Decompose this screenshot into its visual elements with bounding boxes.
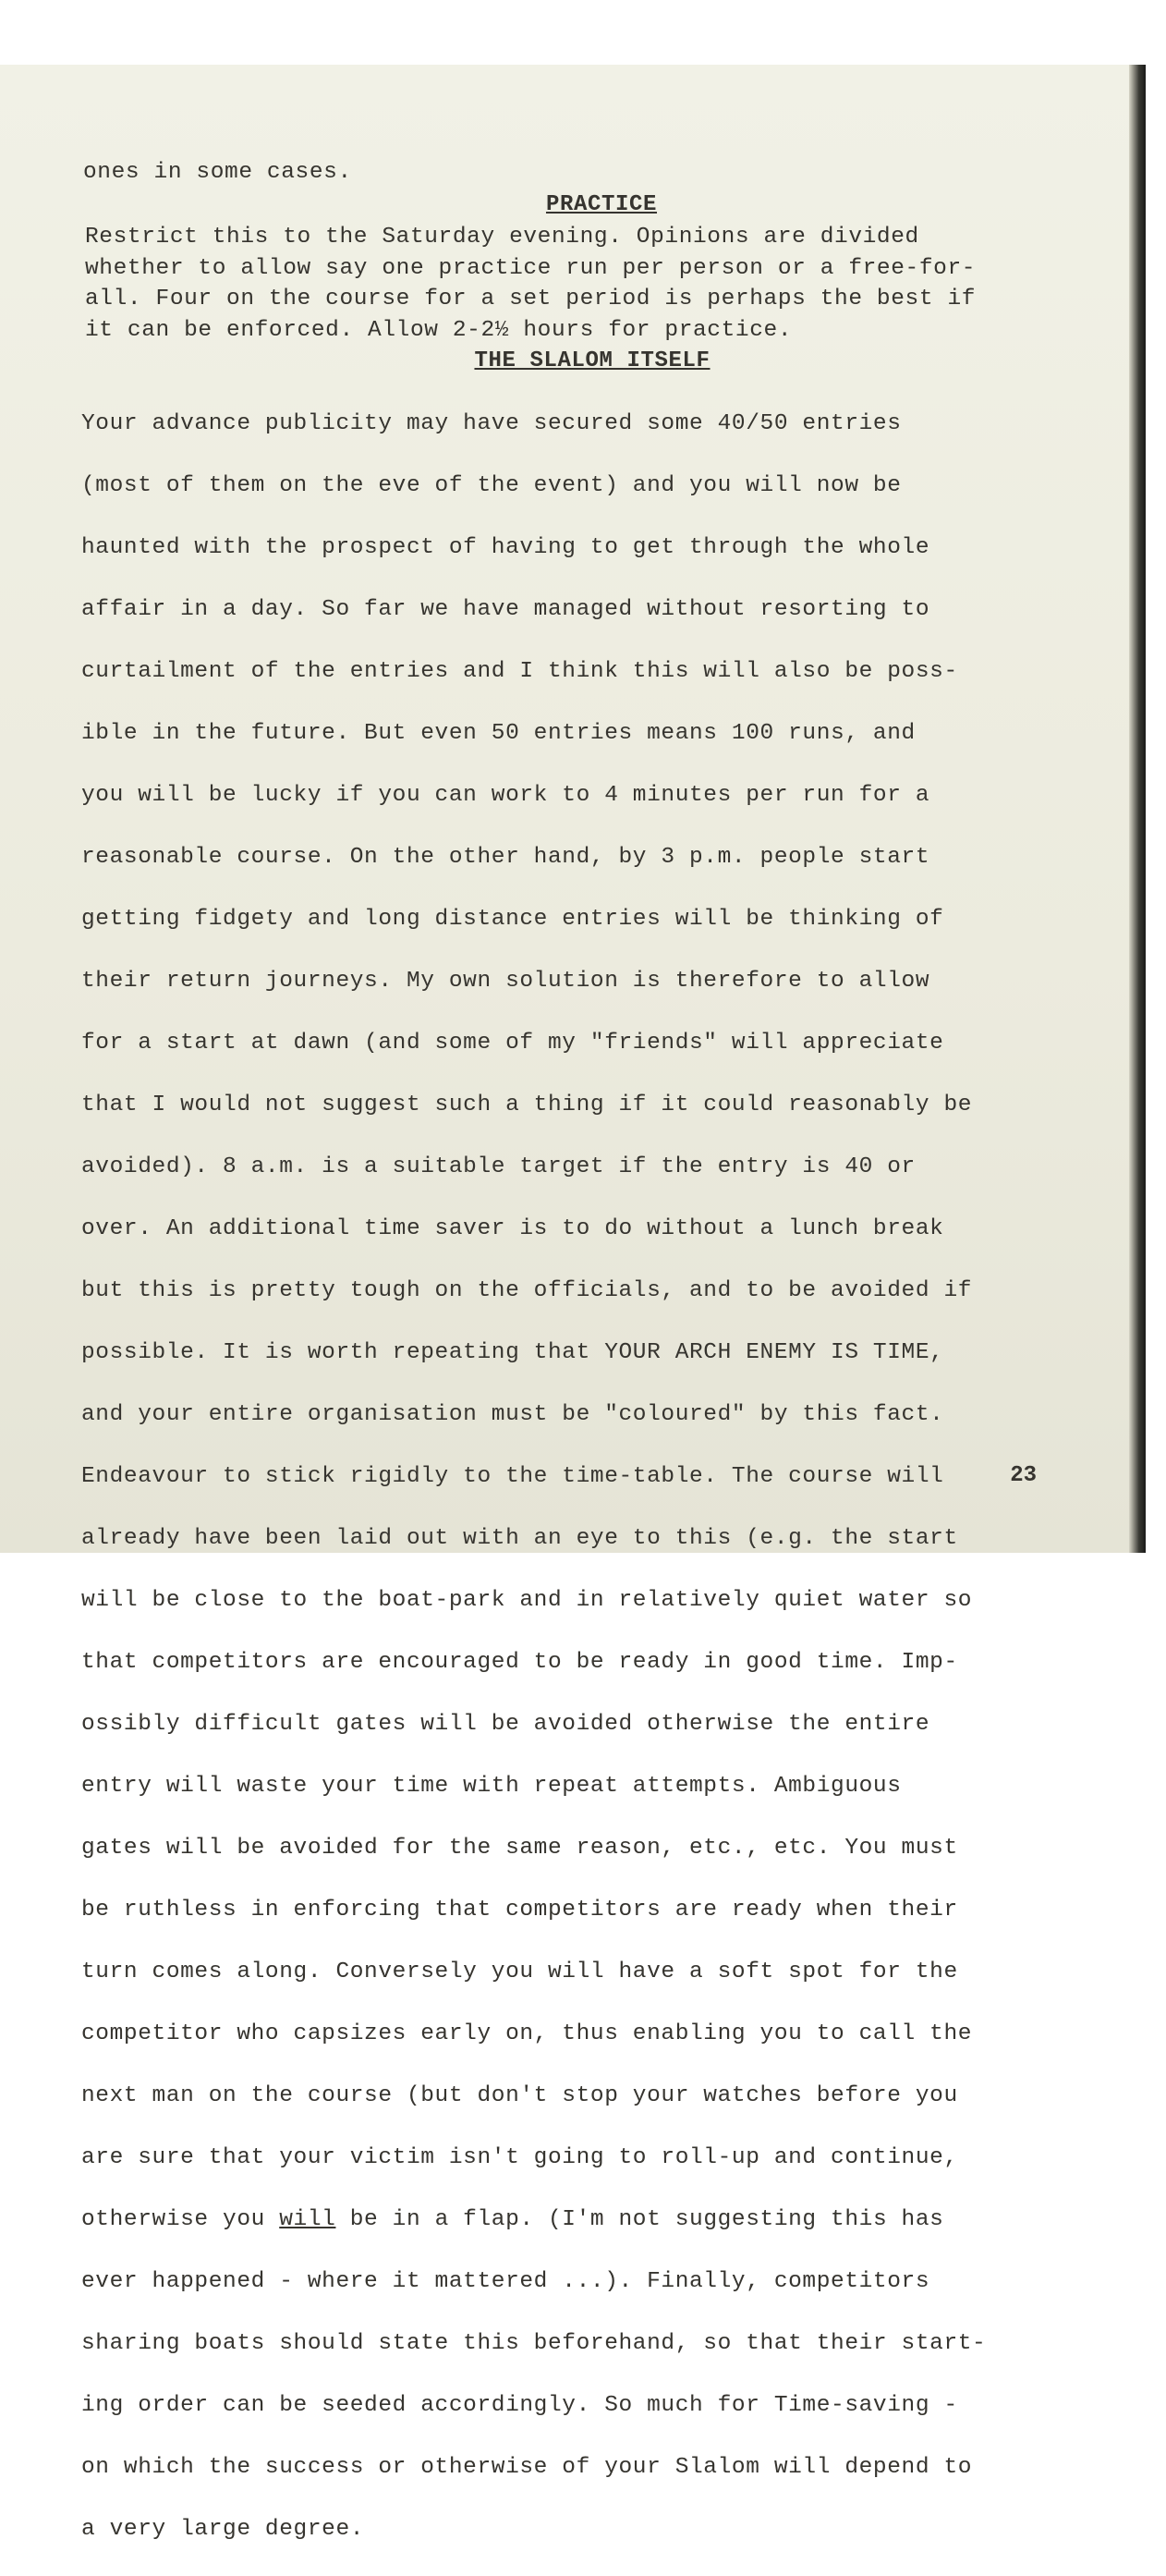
text-line: next man on the course (but don't stop your watches before you [81, 2082, 958, 2108]
text-line: haunted with the prospect of having to get through the whole [81, 534, 930, 560]
text-line: Your advance publicity may have secured some 40/50 entries [81, 410, 902, 436]
book-spine-edge [1129, 65, 1146, 1553]
text-line: be ruthless in enforcing that competitors are ready when their [81, 1897, 958, 1923]
text-line: ing order can be seeded accordingly. So much for Time-saving - [81, 2392, 958, 2418]
text-line: already have been laid out with an eye to this (e.g. the start [81, 1525, 958, 1551]
text-line: and your entire organisation must be "coloured" by this fact. [81, 1401, 944, 1427]
text-line: on which the success or otherwise of your Slalom will depend to [81, 2454, 973, 2480]
text-line: will be close to the boat-park and in relatively quiet water so [81, 1587, 973, 1613]
text-line: turn comes along. Conversely you will have a soft spot for the [81, 1959, 958, 1984]
text-line: for a start at dawn (and some of my "friends" will appreciate [81, 1030, 944, 1056]
text-line: competitor who capsizes early on, thus enabling you to call the [81, 2021, 973, 2046]
text-line: that competitors are encouraged to be ready in good time. Imp- [81, 1649, 958, 1675]
text-line: you will be lucky if you can work to 4 minutes per run for a [81, 782, 930, 808]
text-line: affair in a day. So far we have managed without resorting to [81, 596, 930, 622]
text-line: getting fidgety and long distance entries will be thinking of [81, 906, 944, 932]
page-number: 23 [1010, 1463, 1037, 1488]
text-line-flap [81, 2204, 1061, 2236]
text-line: are sure that your victim isn't going to roll-up and continue, [81, 2144, 958, 2170]
text-line: ever happened - where it mattered ...). Finally, competitors [81, 2268, 930, 2294]
text-line: curtailment of the entries and I think this will also be poss- [81, 658, 958, 684]
text-line: sharing boats should state this beforehand, so that their start- [81, 2330, 987, 2356]
underlined-word: will [279, 2206, 336, 2232]
text-line: but this is pretty tough on the officials, and to be avoided if [81, 1277, 973, 1303]
text-line: Endeavour to stick rigidly to the time-table. The course will [81, 1463, 944, 1489]
text-line: gates will be avoided for the same reason, etc., etc. You must [81, 1835, 958, 1861]
text-line: a very large degree. [81, 2516, 365, 2542]
heading-practice: PRACTICE [545, 192, 658, 217]
text-line: that I would not suggest such a thing if it could reasonably be [81, 1092, 973, 1117]
text-line: entry will waste your time with repeat attempts. Ambiguous [81, 1773, 902, 1799]
lead-line: ones in some cases. [83, 160, 352, 185]
text-line: (most of them on the eve of the event) and you will now be [81, 472, 902, 498]
text-line: ible in the future. But even 50 entries means 100 runs, and [81, 720, 916, 746]
flap-after: be in a flap. (I'm not suggesting this has [335, 2206, 944, 2232]
flap-before: otherwise you [81, 2206, 280, 2232]
text-line: possible. It is worth repeating that YOUR ARCH ENEMY IS TIME, [81, 1339, 944, 1365]
text-line: over. An additional time saver is to do without a lunch break [81, 1215, 944, 1241]
document-page [0, 65, 1129, 2542]
heading-slalom-itself: THE SLALOM ITSELF [474, 348, 711, 373]
text-line: their return journeys. My own solution is therefore to allow [81, 968, 930, 994]
paragraph-slalom-itself [81, 377, 1061, 2576]
paragraph-practice: Restrict this to the Saturday evening. Opinions are divided whether to allow say one practice run per person or a free-for- all. Four on the course for a set period is perhaps the best if it can be enforced. Allow 2-2½ hours for practice. [85, 225, 977, 343]
text-line: avoided). 8 a.m. is a suitable target if the entry is 40 or [81, 1154, 916, 1179]
text-line: ossibly difficult gates will be avoided otherwise the entire [81, 1711, 930, 1737]
text-line: reasonable course. On the other hand, by 3 p.m. people start [81, 844, 930, 870]
